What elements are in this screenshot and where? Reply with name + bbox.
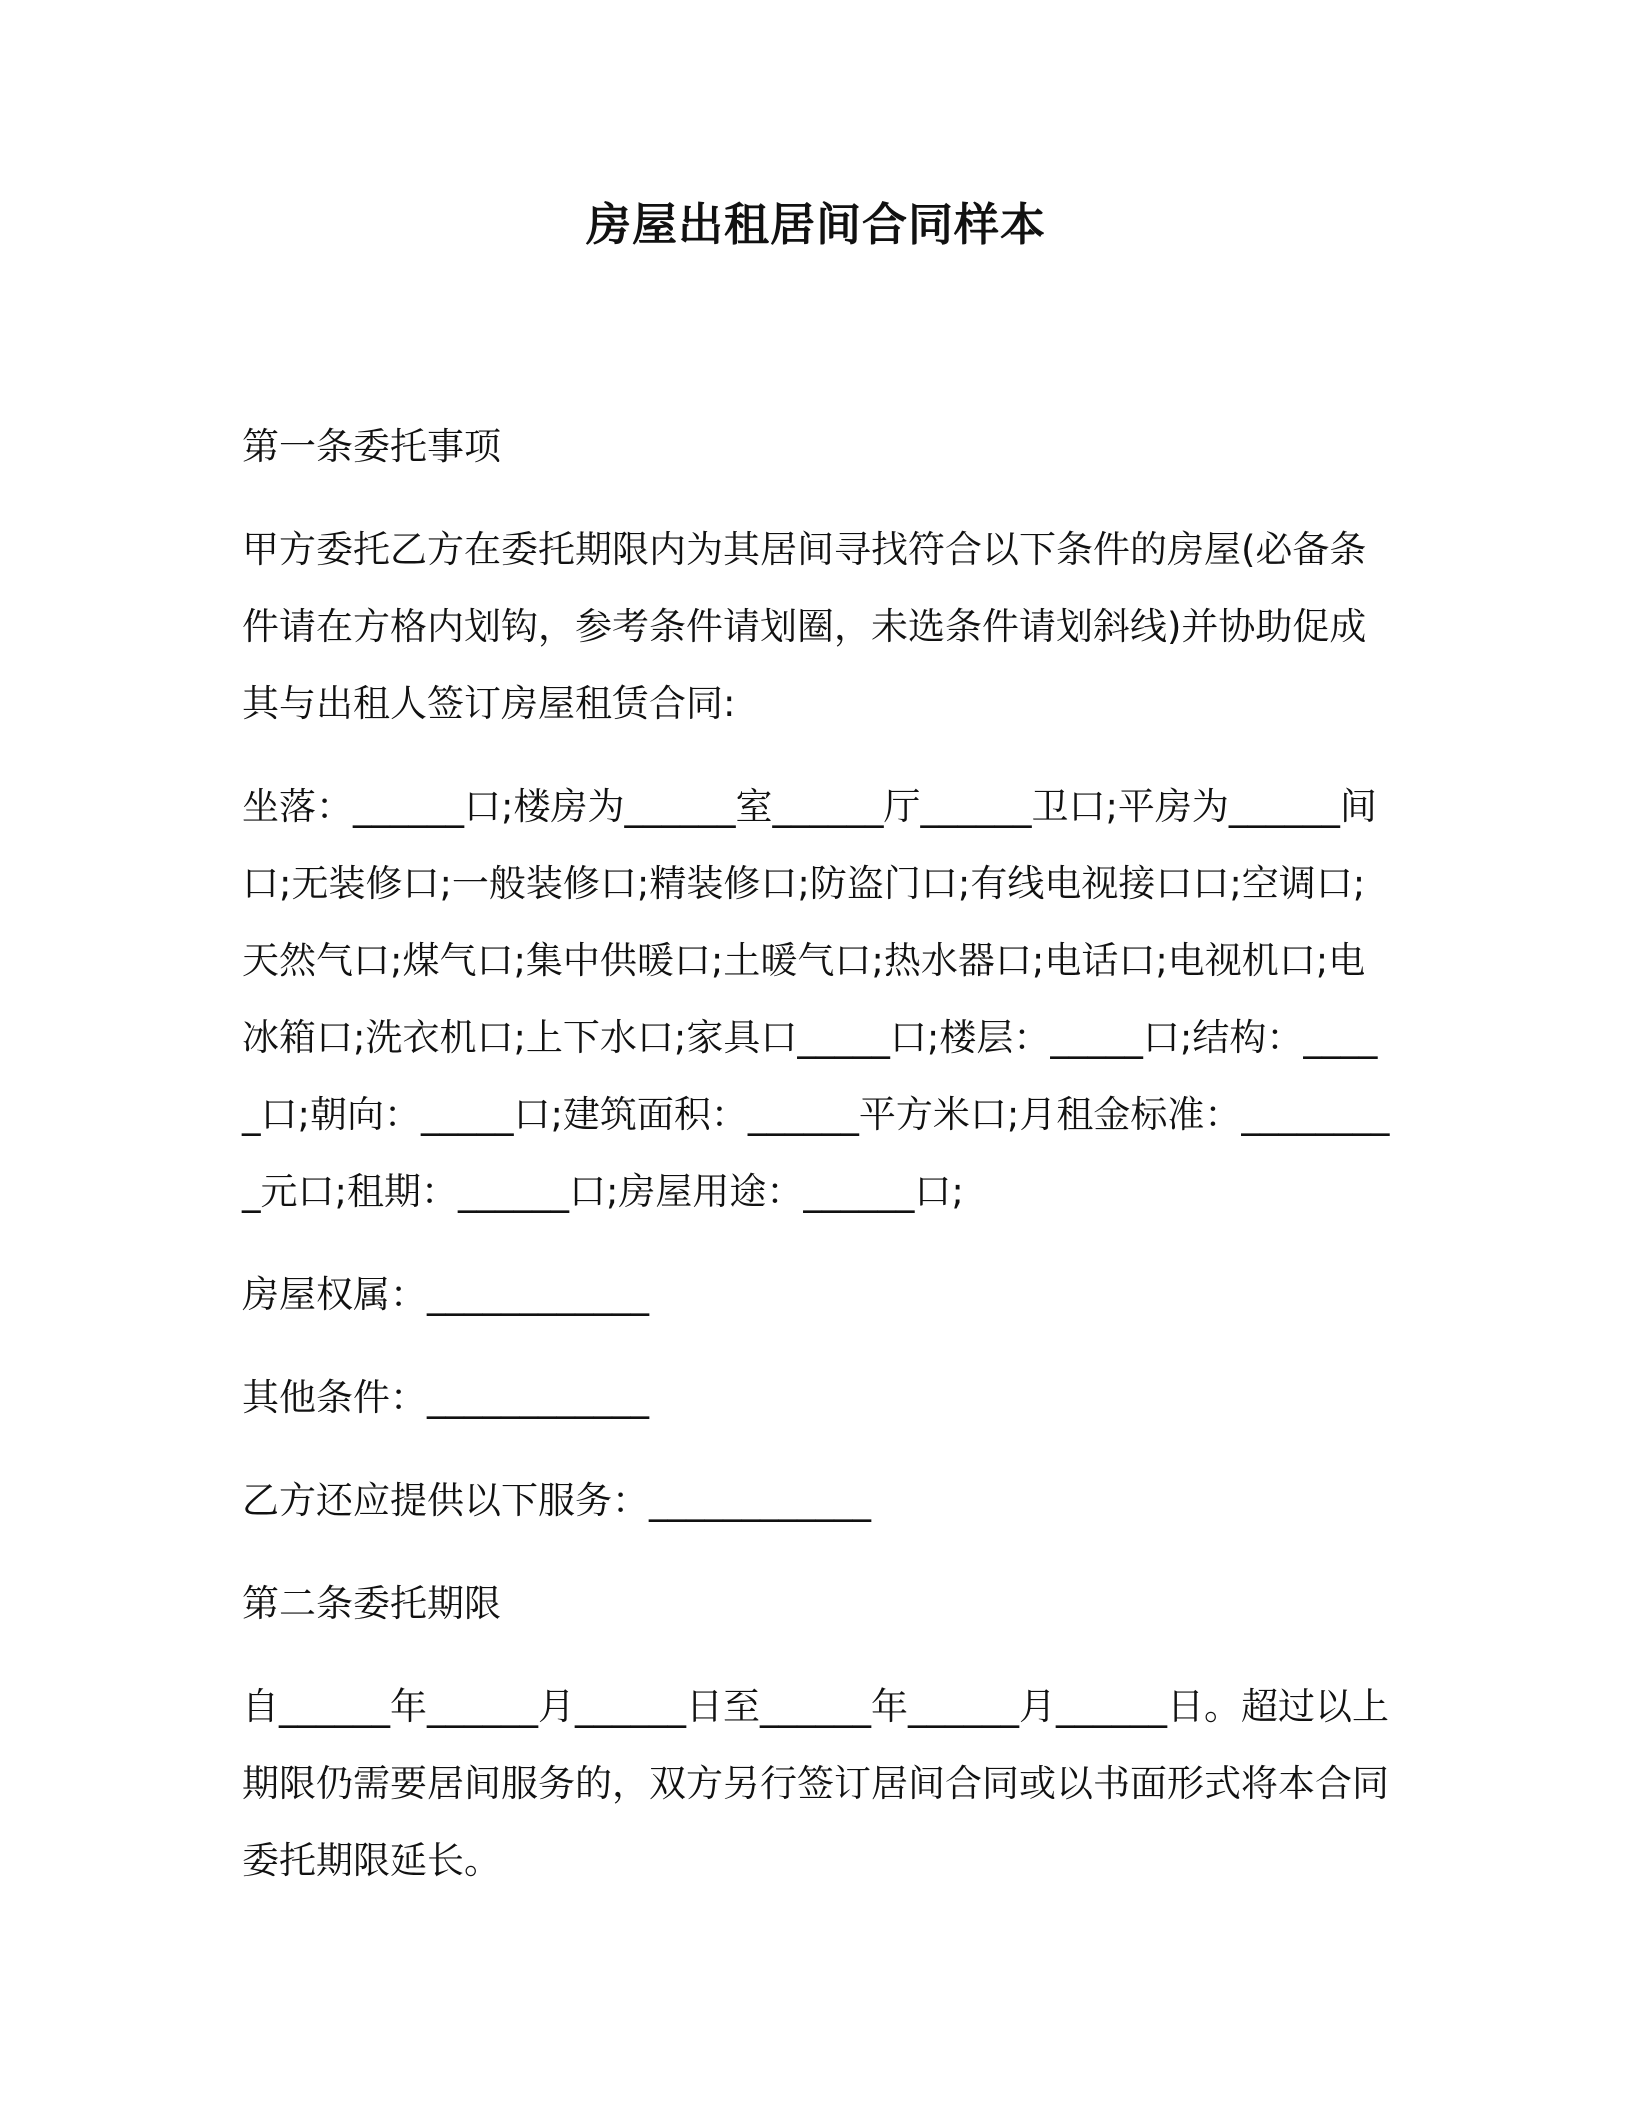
ownership-line: 房屋权属：____________ <box>242 1273 649 1316</box>
document-title: 房屋出租居间合同样本 <box>585 198 1046 251</box>
section-2-heading: 第二条委托期限 <box>242 1582 501 1625</box>
section-1-intro: 甲方委托乙方在委托期限内为其居间寻找符合以下条件的房屋(必备条件请在方格内划钩，参考条件请划圈，未选条件请划斜线)并协助促成其与出租人签订房屋租赁合同: <box>242 528 1367 725</box>
document-body <box>242 408 1392 1925</box>
other-conditions-line: 其他条件：____________ <box>242 1376 649 1419</box>
section-1-heading: 第一条委托事项 <box>242 425 501 468</box>
section-2-body: 自______年______月______日至______年______月______日。超过以上期限仍需要居间服务的，双方另行签订居间合同或以书面形式将本合同委托期限延长。 <box>242 1685 1389 1882</box>
section-1-conditions: 坐落：______口;楼房为______室______厅______卫口;平房为______间口;无装修口;一般装修口;精装修口;防盗门口;有线电视接口口;空调口;天然气口;煤气口;集中供暖口;土暖气口;热水器口;电话口;电视机口;电冰箱口;洗衣机口;上下水口;家具口_____口;楼层：_____口;结构：_____口;朝向：_____口;建筑面积：______平方米口;月租金标准：_________元口;租期：______口;房屋用途：______口; <box>242 785 1390 1213</box>
extra-services-line: 乙方还应提供以下服务：____________ <box>242 1479 871 1522</box>
